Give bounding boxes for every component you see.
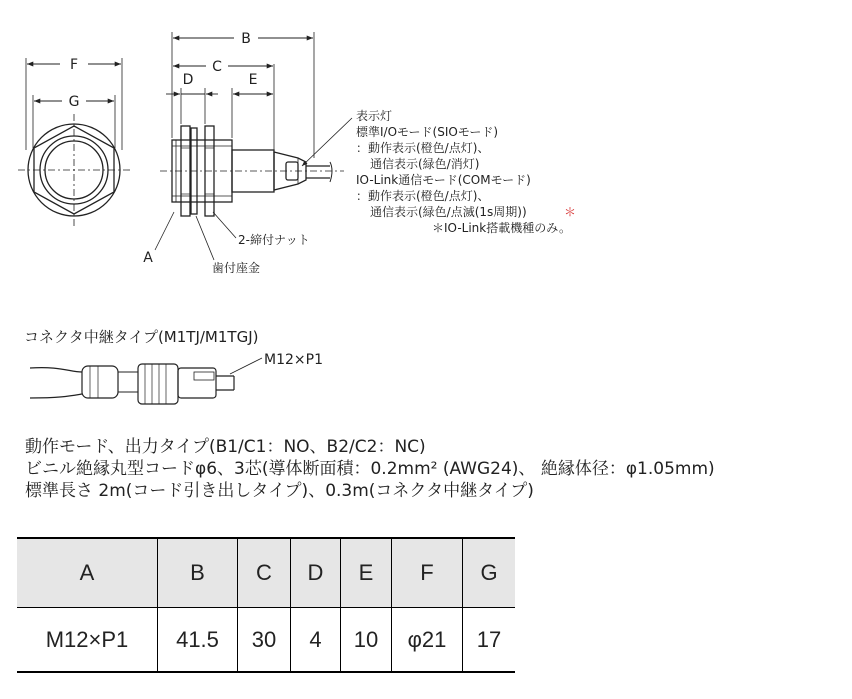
table-cell-c: 30 — [238, 608, 291, 673]
connector-molded-body — [82, 366, 118, 398]
dim-label-d: D — [182, 72, 194, 88]
note-asterisk: ＊ — [564, 205, 577, 219]
table-header-d: D — [291, 538, 341, 608]
table-cell-g: 17 — [463, 608, 516, 673]
table-header-c: C — [238, 538, 291, 608]
note-line-4: 通信表示(緑色/消灯) — [370, 157, 480, 171]
note-line-2: 標準I/Oモード(SIOモード) — [356, 125, 499, 139]
leader-nut — [213, 212, 236, 238]
connector-title: コネクタ中継タイプ(M1TJ/M1TGJ) — [24, 328, 259, 346]
dim-label-g: G — [68, 94, 80, 110]
connector-thread-label: M12×P1 — [264, 352, 323, 368]
description-line-2: ビニル絶縁丸型コードφ6、3芯(導体断面積：0.2mm² (AWG24)、 絶縁体径：φ1.05mm) — [25, 459, 715, 479]
dim-label-a: A — [143, 250, 153, 266]
description-line-3: 標準長さ 2m(コード引き出しタイプ)、0.3m(コネクタ中継タイプ) — [25, 481, 534, 501]
table-header-b: B — [158, 538, 238, 608]
note-line-3: ：動作表示(橙色/点灯)、 — [356, 141, 490, 155]
dimension-table — [17, 537, 515, 673]
table-cell-e: 10 — [341, 608, 392, 673]
table-header-f: F — [392, 538, 463, 608]
callout-washer: 歯付座金 — [212, 261, 261, 275]
connector-coupling-nut — [138, 364, 178, 404]
note-line-1: 表示灯 — [356, 109, 393, 123]
connector-cable — [30, 368, 82, 372]
front-view — [18, 58, 130, 226]
indicator-notes — [356, 108, 576, 235]
leader-thread — [230, 358, 262, 374]
table-row — [17, 608, 515, 673]
table-cell-b: 41.5 — [158, 608, 238, 673]
leader-a — [155, 212, 174, 250]
table-header-g: G — [463, 538, 516, 608]
dim-label-b: B — [241, 31, 251, 47]
callout-nut: 2-締付ナット — [238, 233, 310, 247]
table-header-e: E — [341, 538, 392, 608]
note-line-7: 通信表示(緑色/点滅(1s周期)) — [370, 205, 527, 219]
note-footnote: ＊IO-Link搭載機種のみ。 — [432, 221, 571, 235]
dim-label-f: F — [69, 57, 79, 73]
table-cell-d: 4 — [291, 608, 341, 673]
table-header-a: A — [17, 538, 158, 608]
leader-washer — [196, 216, 214, 260]
side-view — [155, 32, 352, 260]
table-cell-a: M12×P1 — [17, 608, 158, 673]
dim-label-e: E — [248, 72, 258, 88]
connector-thread — [178, 368, 216, 398]
description — [25, 436, 715, 502]
table-header-row — [17, 538, 515, 608]
description-line-1: 動作モード、出力タイプ(B1/C1：NO、B2/C2：NC) — [25, 437, 426, 457]
table-cell-f: φ21 — [392, 608, 463, 673]
connector-view — [30, 358, 262, 404]
dim-label-c: C — [212, 59, 222, 75]
note-line-6: ：動作表示(橙色/点灯)、 — [356, 189, 490, 203]
note-line-5: IO-Link通信モード(COMモード) — [356, 173, 531, 187]
leader-indicator — [302, 118, 352, 166]
